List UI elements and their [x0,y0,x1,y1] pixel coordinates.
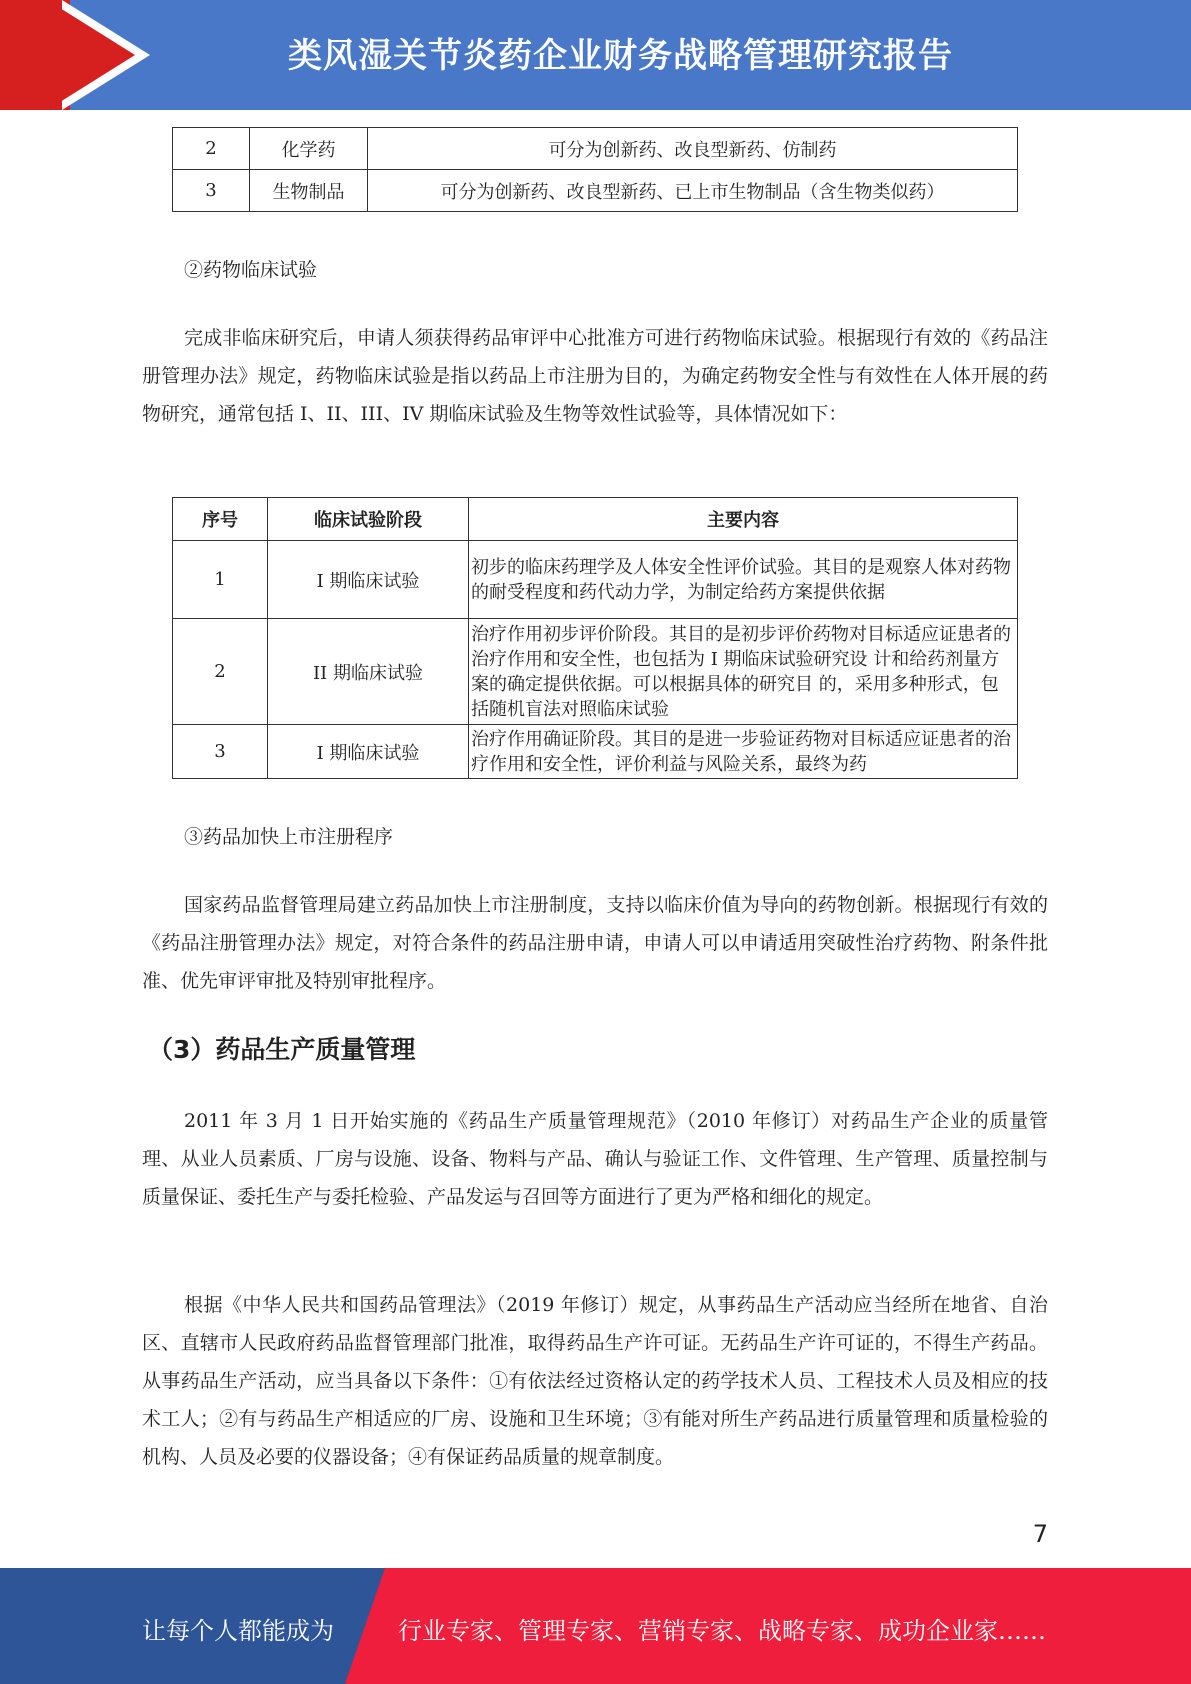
clinical-trial-phase-table [172,497,1018,779]
table-cell: I 期临床试验 [268,541,469,619]
table-cell: 初步的临床药理学及人体安全性评价试验。其目的是观察人体对药物的耐受程度和药代动力学，为制定给药方案提供依据 [469,541,1018,619]
footer-slogan-right: 行业专家、管理专家、营销专家、战略专家、成功企业家…… [398,1617,1046,1645]
paragraph-accelerated-registration: 国家药品监督管理局建立药品加快上市注册制度，支持以临床价值为导向的药物创新。根据现行有效的《药品注册管理办法》规定，对符合条件的药品注册申请，申请人可以申请适用突破性治疗药物、附条件批准、优先审评审批及特别审批程序。 [142,894,1048,992]
table-header-row [173,498,1018,541]
section-heading-production-quality: （3）药品生产质量管理 [148,1035,416,1064]
table-row [173,725,1018,779]
paragraph-gmp: 2011 年 3 月 1 日开始实施的《药品生产质量管理规范》（2010 年修订）对药品生产企业的质量管理、从业人员素质、厂房与设施、设备、物料与产品、确认与验证工作、文件管理、生产管理、质量控制与质量保证、委托生产与委托检验、产品发运与召回等方面进行了更为严格和细化的规定。 [142,1110,1048,1208]
header-chevron-icon [60,8,135,102]
table-cell: 化学药 [250,128,368,170]
footer-slogan-left: 让每个人都能成为 [142,1617,334,1645]
table-cell: 1 [173,541,268,619]
paragraph-clinical-trials: 完成非临床研究后，申请人须获得药品审评中心批准方可进行药物临床试验。根据现行有效的《药品注册管理办法》规定，药物临床试验是指以药品上市注册为目的，为确定药物安全性与有效性在人体开展的药物研究，通常包括 I、II、III、IV 期临床试验及生物等效性试验等，具体情况如下： [142,327,1048,425]
paragraph-drug-administration-law: 根据《中华人民共和国药品管理法》（2019 年修订）规定，从事药品生产活动应当经所在地省、自治区、直辖市人民政府药品监督管理部门批准，取得药品生产许可证。无药品生产许可证的，不得生产药品。从事药品生产活动，应当具备以下条件：①有依法经过资格认定的药学技术人员、工程技术人员及相应的技术工人；②有与药品生产相适应的厂房、设施和卫生环境；③有能对所生产药品进行质量管理和质量检验的机构、人员及必要的仪器设备；④有保证药品质量的规章制度。 [142,1294,1048,1468]
column-header: 临床试验阶段 [268,498,469,541]
page-footer [0,1568,1191,1684]
table-row [173,128,1018,170]
table-cell: II 期临床试验 [268,619,469,725]
table-cell: 治疗作用初步评价阶段。其目的是初步评价药物对目标适应证患者的治疗作用和安全性，也包括为 I 期临床试验研究设 计和给药剂量方案的确定提供依据。可以根据具体的研究目 的，采用多种形式，包括随机盲法对照临床试验 [469,619,1018,725]
page-number: 7 [1032,1520,1048,1548]
subsection-label-accelerated-registration: ③药品加快上市注册程序 [184,826,394,848]
footer-blue-slant [345,1568,385,1684]
table-cell: 可分为创新药、改良型新药、已上市生物制品（含生物类似药） [368,170,1018,212]
subsection-label-clinical-trials: ②药物临床试验 [184,259,318,281]
table-row [173,619,1018,725]
column-header: 主要内容 [469,498,1018,541]
table-cell: 3 [173,170,250,212]
table-cell: 2 [173,619,268,725]
table-row [173,170,1018,212]
table-cell: 治疗作用确证阶段。其目的是进一步验证药物对目标适应证患者的治疗作用和安全性，评价利益与风险关系，最终为药 [469,725,1018,779]
table-cell: 2 [173,128,250,170]
table-cell: 可分为创新药、改良型新药、仿制药 [368,128,1018,170]
table-row [173,541,1018,619]
report-title: 类风湿关节炎药企业财务战略管理研究报告 [288,36,953,76]
table-cell: I 期临床试验 [268,725,469,779]
column-header: 序号 [173,498,268,541]
page-header [0,0,1191,110]
table-cell: 生物制品 [250,170,368,212]
drug-category-table [172,127,1018,212]
table-cell: 3 [173,725,268,779]
